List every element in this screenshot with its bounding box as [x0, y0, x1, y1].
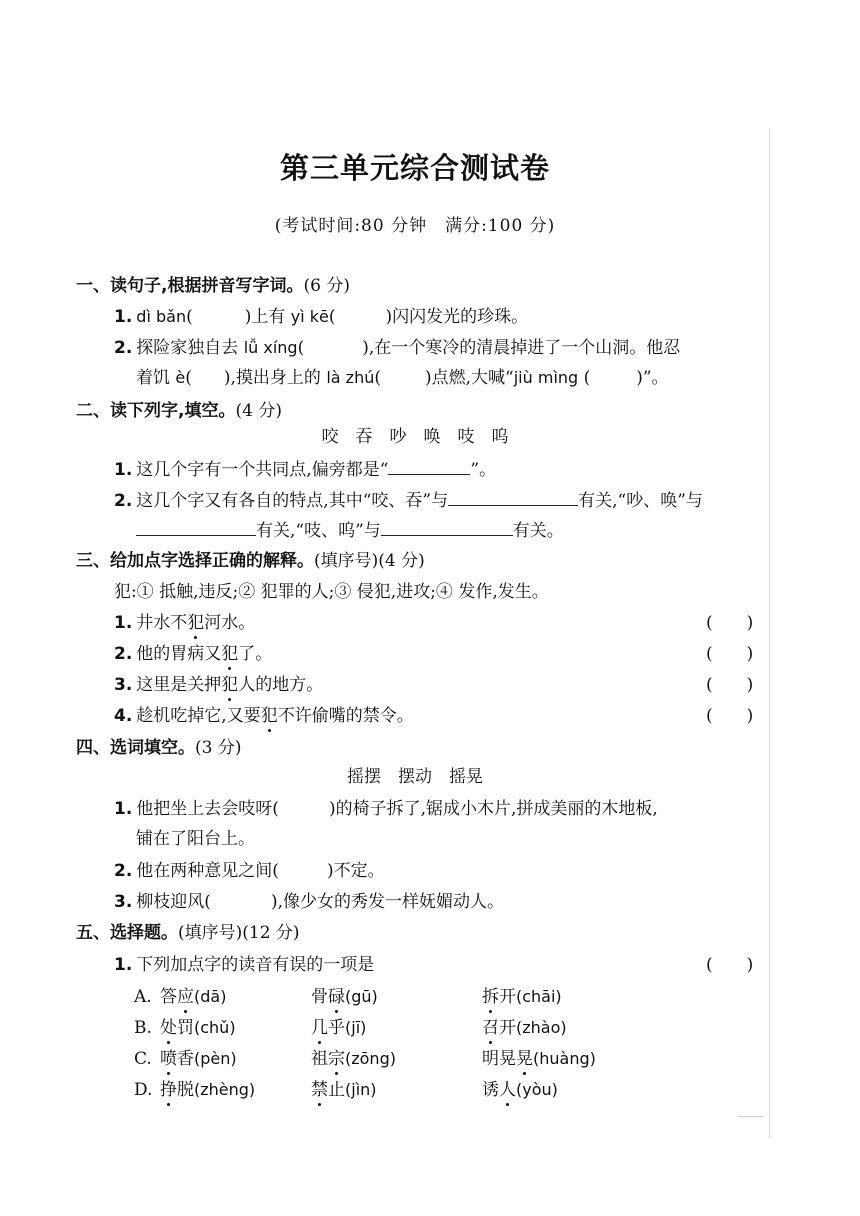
- text: 不许偷嘴的禁令。: [277, 706, 414, 726]
- text: 开: [499, 1018, 516, 1038]
- pinyin: (chāi): [516, 987, 562, 1006]
- option-c-word-2: [311, 1047, 396, 1071]
- option-d-word-2: [311, 1078, 377, 1102]
- pinyin: è: [175, 368, 186, 387]
- text: 探险家独自去: [136, 338, 244, 358]
- question-number: 3.: [114, 675, 133, 695]
- option-b-word-1: [160, 1016, 236, 1040]
- text: 明晃: [482, 1049, 516, 1069]
- question-number: 1.: [114, 799, 133, 819]
- text: )上有: [244, 307, 291, 327]
- option-b-word-3: [482, 1016, 567, 1040]
- text: ),像少女的秀发一样妩媚动人。: [270, 892, 504, 912]
- dotted-character: 几: [311, 1018, 328, 1038]
- paren-open: (: [374, 368, 381, 388]
- section-1-heading: [76, 274, 350, 298]
- s3-item: [114, 673, 323, 697]
- s1-question-1: [114, 305, 528, 329]
- text: 趁机吃掉它,又要: [136, 706, 261, 726]
- text: 开: [499, 987, 516, 1007]
- s4-question-3: [114, 890, 504, 914]
- text: 他把坐上去会吱呀(: [136, 799, 279, 819]
- s2-question-2-line-2: [136, 517, 564, 543]
- text: 河水。: [204, 613, 256, 633]
- text: 脱: [177, 1080, 194, 1100]
- paren-open: (: [297, 338, 305, 358]
- question-number: 2.: [114, 338, 133, 358]
- question-number: 2.: [114, 644, 133, 664]
- answer-bracket[interactable]: ( ): [706, 613, 754, 633]
- dotted-character: 禁: [311, 1080, 328, 1100]
- section-1-points: (6 分): [303, 276, 350, 296]
- section-2-heading: [76, 399, 282, 423]
- question-number: 1.: [114, 307, 133, 327]
- pinyin: (pèn): [194, 1049, 237, 1068]
- option-d-word-1: [160, 1078, 255, 1102]
- text: 有关,“吱、呜”与: [256, 521, 381, 541]
- section-2-points: (4 分): [235, 401, 282, 421]
- dotted-character: 处: [160, 1018, 177, 1038]
- dotted-character: 人: [499, 1080, 516, 1100]
- pinyin: (huàng): [533, 1049, 596, 1068]
- pinyin: (yòu): [516, 1080, 558, 1099]
- paren-open: (: [186, 307, 193, 327]
- section-5-heading: [76, 921, 300, 945]
- option-c-word-1: [160, 1047, 237, 1071]
- section-4-heading: [76, 736, 241, 760]
- page-edge-line: [769, 128, 770, 1138]
- dotted-character: 犯: [187, 613, 205, 633]
- question-number: 2.: [114, 491, 133, 511]
- text: ),在一个寒冷的清晨掉进了一个山洞。他忍: [362, 338, 681, 358]
- pinyin: dì bǎn: [136, 307, 187, 326]
- option-a-word-2: [311, 985, 378, 1009]
- s1-question-2: [114, 336, 680, 360]
- text: )闪闪发光的珍珠。: [385, 307, 529, 327]
- definition-list: 犯:① 抵触,违反;② 犯罪的人;③ 侵犯,进攻;④ 发作,发生。: [114, 582, 549, 602]
- exam-info: (考试时间:80 分钟 满分:100 分): [274, 216, 556, 236]
- text: 香: [177, 1049, 194, 1069]
- section-1-title: 一、读句子,根据拼音写字词。: [76, 276, 304, 296]
- text: 井水不: [136, 613, 188, 633]
- text: 这几个字又有各自的特点,其中“咬、吞”与: [136, 491, 449, 511]
- question-number: 4.: [114, 706, 133, 726]
- answer-bracket[interactable]: ( ): [706, 955, 754, 975]
- option-a-label[interactable]: A.: [134, 987, 152, 1007]
- word-choices: 摇摆 摆动 摇晃: [347, 767, 483, 787]
- paren-open: (: [185, 368, 192, 388]
- question-number: 3.: [114, 892, 133, 912]
- dotted-character: 拆: [482, 987, 499, 1007]
- text: 有关,“吵、唤”与: [578, 491, 703, 511]
- dotted-character: 犯: [221, 675, 239, 695]
- answer-bracket[interactable]: ( ): [706, 706, 754, 726]
- pinyin: jiù mìng: [513, 368, 579, 387]
- text: 着饥: [136, 368, 176, 388]
- s4-question-2: [114, 859, 385, 883]
- section-4-points: (3 分): [195, 738, 242, 758]
- question-number: 1.: [114, 613, 133, 633]
- text: 他在两种意见之间(: [136, 861, 279, 881]
- text: 诱: [482, 1080, 499, 1100]
- answer-bracket[interactable]: ( ): [706, 675, 754, 695]
- text: 下列加点字的读音有误的一项是: [136, 955, 375, 975]
- pinyin: (jī): [345, 1018, 367, 1037]
- dotted-character: 碌: [328, 987, 345, 1007]
- option-b-word-2: [311, 1016, 366, 1040]
- text: 这几个字有一个共同点,偏旁都是“: [136, 460, 389, 480]
- option-d-label[interactable]: D.: [134, 1080, 153, 1100]
- s2-question-1: [114, 456, 496, 482]
- text: 了。: [238, 644, 273, 664]
- dotted-character: 晃: [516, 1049, 533, 1069]
- question-number: 1.: [114, 955, 133, 975]
- s1-question-2-line-2: [136, 366, 669, 390]
- text: 骨: [311, 987, 328, 1007]
- option-a-word-1: [160, 985, 226, 1009]
- page-edge-mark: [738, 1116, 764, 1117]
- answer-bracket[interactable]: ( ): [706, 644, 754, 664]
- pinyin: (dā): [194, 987, 227, 1006]
- page-title: 第三单元综合测试卷: [279, 151, 550, 185]
- pinyin: lǚ xíng: [243, 338, 298, 357]
- pinyin: (zhèng): [194, 1080, 256, 1099]
- text: 祖: [311, 1049, 328, 1069]
- character-list: 咬 吞 吵 唤 吱 呜: [321, 427, 509, 447]
- text: 答: [160, 987, 177, 1007]
- text: 罚: [177, 1018, 194, 1038]
- option-c-word-3: [482, 1047, 596, 1071]
- s4-question-1: [114, 797, 658, 821]
- s3-item: [114, 704, 414, 728]
- text: )的椅子拆了,锯成小木片,拼成美丽的木地板,: [328, 799, 658, 819]
- answer-blank[interactable]: [136, 517, 256, 536]
- text: )点燃,大喊“: [425, 368, 514, 388]
- text: 人的地方。: [238, 675, 324, 695]
- pinyin: (chǔ): [194, 1018, 236, 1037]
- dotted-character: 应: [177, 987, 194, 1007]
- s5-question-1: [114, 953, 374, 977]
- pinyin: (zōng): [345, 1049, 396, 1068]
- text: 有关。: [512, 521, 564, 541]
- text: )不定。: [326, 861, 385, 881]
- s2-question-2: [114, 487, 703, 513]
- dotted-character: 犯: [260, 706, 278, 726]
- pinyin: (jìn): [345, 1080, 377, 1099]
- option-a-word-3: [482, 985, 562, 1009]
- section-5-points: (填序号)(12 分): [178, 923, 300, 943]
- s3-item: [114, 642, 272, 666]
- answer-blank[interactable]: [388, 456, 470, 475]
- dotted-character: 挣: [160, 1080, 177, 1100]
- text: ),摸出身上的: [223, 368, 327, 388]
- pinyin: là zhú: [326, 368, 375, 387]
- paren-open: (: [328, 307, 336, 327]
- option-c-label[interactable]: C.: [134, 1049, 152, 1069]
- pinyin: yì kē: [290, 307, 329, 326]
- text: 止: [328, 1080, 345, 1100]
- text: )”。: [636, 368, 669, 388]
- option-b-label[interactable]: B.: [134, 1018, 152, 1038]
- text: ”。: [470, 460, 497, 480]
- section-3-title: 三、给加点字选择正确的解释。: [76, 551, 314, 571]
- s3-item: [114, 611, 255, 635]
- text: 这里是关押: [136, 675, 222, 695]
- question-number: 2.: [114, 861, 133, 881]
- dotted-character: 召: [482, 1018, 499, 1038]
- answer-blank[interactable]: [448, 487, 578, 506]
- text: 柳枝迎风(: [136, 892, 211, 912]
- text: 乎: [328, 1018, 345, 1038]
- section-3-heading: [76, 549, 425, 573]
- pinyin: (zhào): [516, 1018, 567, 1037]
- option-d-word-3: [482, 1078, 558, 1102]
- text: 他的胃病又: [136, 644, 222, 664]
- section-4-title: 四、选词填空。: [76, 738, 195, 758]
- dotted-character: 犯: [221, 644, 239, 664]
- dotted-character: 宗: [328, 1049, 345, 1069]
- answer-blank[interactable]: [381, 517, 513, 536]
- s4-question-1-line-2: 铺在了阳台上。: [136, 829, 255, 849]
- question-number: 1.: [114, 460, 133, 480]
- section-3-points: (填序号)(4 分): [314, 551, 425, 571]
- section-5-title: 五、选择题。: [76, 923, 178, 943]
- section-2-title: 二、读下列字,填空。: [76, 401, 236, 421]
- dotted-character: 喷: [160, 1049, 177, 1069]
- pinyin: (gū): [345, 987, 378, 1006]
- paren-open: (: [578, 368, 591, 388]
